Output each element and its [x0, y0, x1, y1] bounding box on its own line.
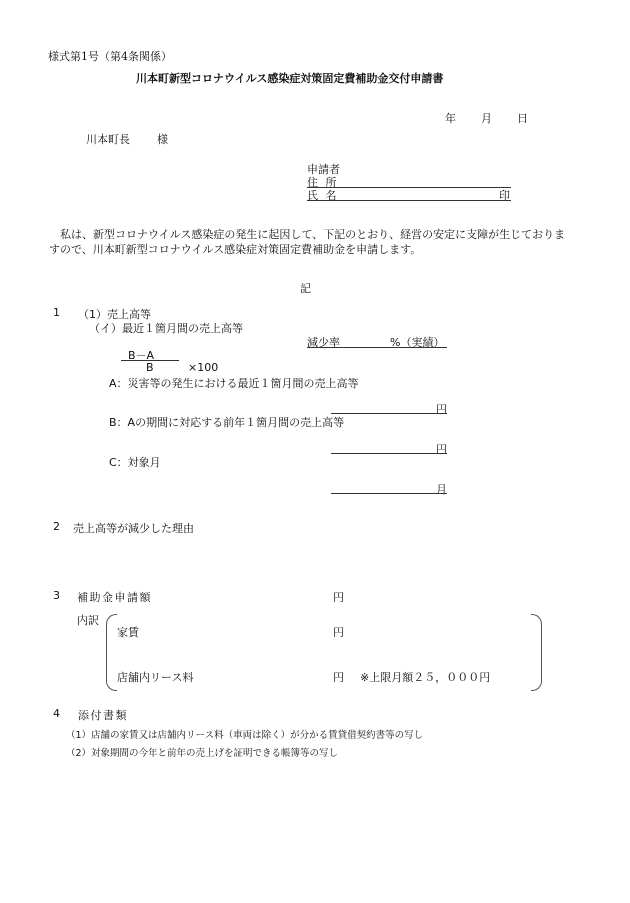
- item-a-unit: 円: [436, 403, 447, 416]
- reduction-rate-label: 減少率: [307, 336, 340, 349]
- seal-mark: 印: [499, 189, 510, 202]
- name-label: 氏 名: [307, 189, 339, 202]
- section4-number: 4: [53, 707, 60, 720]
- date-year-label: 年: [445, 112, 456, 125]
- reduction-rate-field-line[interactable]: [307, 347, 447, 348]
- date-day-label: 日: [517, 112, 528, 125]
- rent-label: 家賃: [117, 626, 139, 639]
- section3-number: 3: [53, 589, 60, 602]
- item-a-field-line[interactable]: [331, 413, 447, 414]
- form-number: 様式第1号（第4条関係）: [48, 50, 172, 63]
- document-title: 川本町新型コロナウイルス感染症対策固定費補助金交付申請書: [136, 72, 444, 85]
- lease-unit: 円: [333, 671, 344, 684]
- breakdown-label: 内訳: [77, 614, 99, 627]
- item-a-label: A：災害等の発生における最近１箇月間の売上高等: [109, 377, 359, 390]
- ki-heading: 記: [300, 282, 311, 295]
- item-c-unit: 月: [436, 483, 447, 496]
- section1-heading: （1）売上高等: [78, 308, 151, 321]
- breakdown-bracket-left: [106, 614, 117, 691]
- addressee: 川本町長: [86, 133, 130, 146]
- formula-multiplier: ×100: [188, 361, 219, 374]
- section2-number: 2: [53, 520, 60, 533]
- breakdown-bracket-right: [531, 614, 542, 691]
- item-b-field-line[interactable]: [331, 453, 447, 454]
- formula-denominator: B: [146, 361, 154, 374]
- reduction-rate-unit: %（実績）: [390, 336, 445, 349]
- applicant-label: 申請者: [307, 163, 340, 176]
- attachment-item-2: （2）対象期間の今年と前年の売上げを証明できる帳簿等の写し: [66, 748, 339, 759]
- lease-label: 店舗内リース料: [117, 671, 194, 684]
- subsidy-amount-unit: 円: [333, 591, 344, 604]
- date-month-label: 月: [481, 112, 492, 125]
- lease-cap-note: ※上限月額２５，０００円: [360, 671, 491, 684]
- item-b-label: B：Aの期間に対応する前年１箇月間の売上高等: [109, 416, 345, 429]
- formula-numerator: B－A: [128, 349, 155, 362]
- section3-heading: 補助金申請額: [77, 591, 152, 604]
- section4-heading: 添付書類: [78, 709, 128, 722]
- section1-number: 1: [53, 306, 60, 319]
- rent-unit: 円: [333, 626, 344, 639]
- address-label: 住 所: [307, 176, 339, 189]
- section2-heading: 売上高等が減少した理由: [73, 522, 194, 535]
- item-c-label: C：対象月: [109, 456, 161, 469]
- section1-subheading: （イ）最近１箇月間の売上高等: [89, 322, 243, 335]
- item-b-unit: 円: [436, 443, 447, 456]
- honorific: 様: [157, 133, 168, 146]
- name-field-line[interactable]: [307, 200, 511, 201]
- item-c-field-line[interactable]: [331, 493, 447, 494]
- application-statement: 私は、新型コロナウイルス感染症の発生に起因して、下記のとおり、経営の安定に支障が生じておりますので、川本町新型コロナウイルス感染症対策固定費補助金を申請します。: [49, 228, 566, 256]
- attachment-item-1: （1）店舗の家賃又は店舗内リース料（車両は除く）が分かる賃貸借契約書等の写し: [66, 730, 424, 741]
